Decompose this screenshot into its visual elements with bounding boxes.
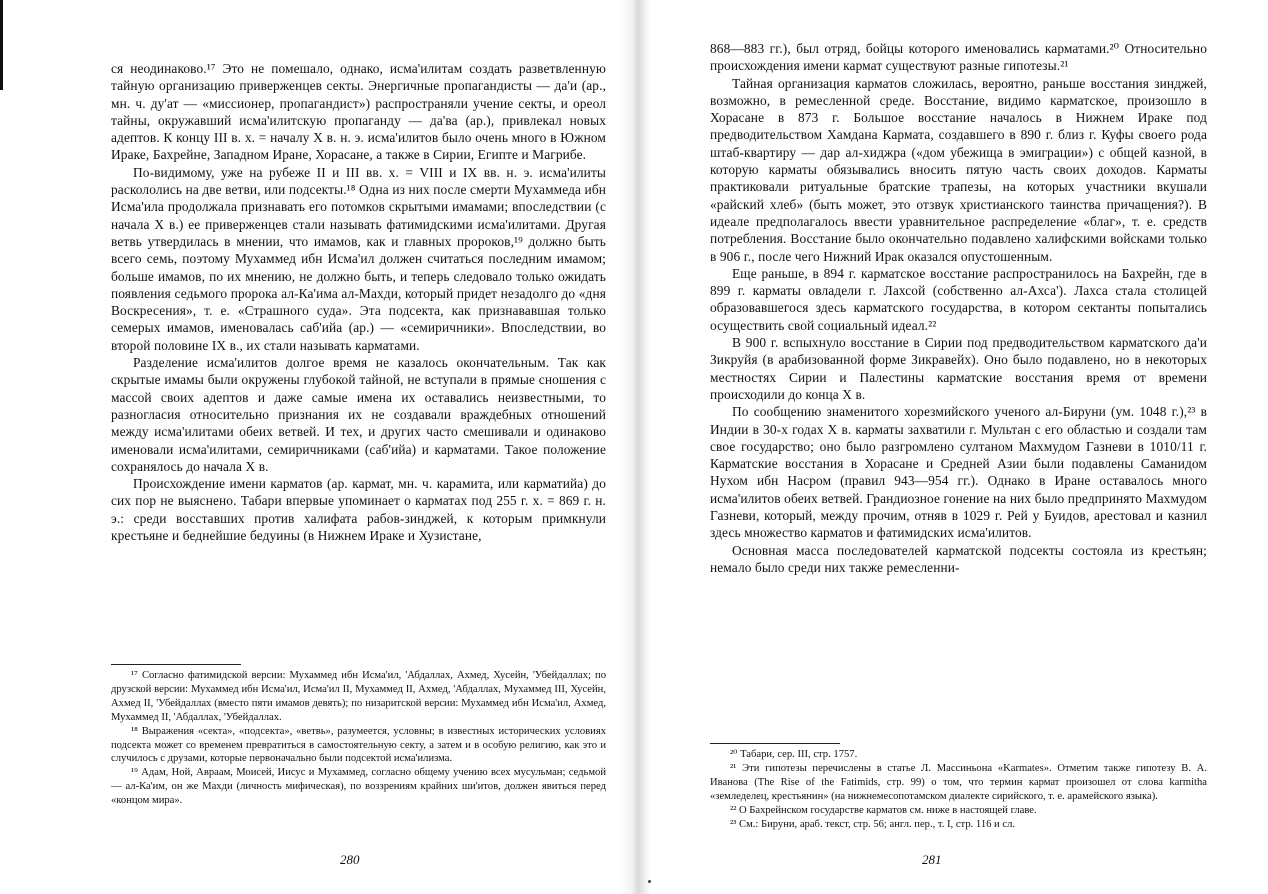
footnote: ²³ См.: Бируни, араб. текст, стр. 56; англ. пер., т. I, стр. 116 и сл.	[730, 818, 1016, 830]
footnote: ¹⁹ Адам, Ной, Авраам, Моисей, Иисус и Мухаммед, согласно общему учению всех мусульман; седьмой — ал-Ка'им, он же Махди (личность мифическая), по воззрениям крайних ши'итов, должен явиться перед «концом мира».	[111, 767, 606, 807]
scan-speck	[648, 880, 651, 883]
paragraph: В 900 г. вспыхнуло восстание в Сирии под предводительством карматского да'и Зикруйя (в арабизованной форме Зикравейх). Оно было подавлено, но в некоторых местностях Сирии и Палестины карматские восстания время от времени происходили до конца X в.	[710, 335, 1207, 402]
page-number: 281	[922, 852, 942, 867]
footnote: ²¹ Эти гипотезы перечислены в статье Л. Массиньона «Karmates». Отметим также гипотезу В. А. Иванова (The Rise of the Fatimids, стр. 99) о том, что термин кармат произошел от слова karmitha «земледелец, крестьянин» (на нижнемесопотамском диалекте сирийского, т. е. арамейского языка).	[710, 762, 1207, 802]
paragraph: Основная масса последователей карматской подсекты состояла из крестьян; немало было среди них также ремесленни-	[710, 542, 1207, 575]
paragraph: По сообщению знаменитого хорезмийского ученого ал-Бируни (ум. 1048 г.),²³ в Индии в 30-х годах X в. карматы захватили г. Мультан с его областью и создали там свое государство; оно было разгромлено султаном Махмудом Газневи в 1010/11 г. Карматские восстания в Хорасане и Средней Азии были подавлены Саманидом Нухом ибн Насром (правил 943—954 гг.). Однако в Иране оставалось много исма'илитов обеих ветвей. Грандиозное гонение на них было предпринято Махмудом Газневи, который, между прочим, отняв в 1029 г. Рей у Буидов, арестовал и казнил здесь множество карматов и фатимидских исма'илитов.	[710, 404, 1207, 541]
paragraph: ся неодинаково.¹⁷ Это не помешало, однако, исма'илитам создать разветвленную тайную организацию приверженцев секты. Энергичные пропагандисты — да'и (ар., мн. ч. ду'ат — «миссионер, пропагандист») распространяли учение секты, и ореол тайны, окружавший исма'илитскую пропаганду — да'ва (ар.), привлекал новых адептов. К концу III в. х. = началу X в. н. э. исма'илитов было очень много в Южном Ираке, Бахрейне, Западном Иране, Хорасане, а также в Сирии, Египте и Магрибе.	[111, 61, 606, 163]
paragraph: Тайная организация карматов сложилась, вероятно, раньше восстания зинджей, возможно, в ремесленной среде. Восстание, видимо карматское, произошло в Хорасане в 873 г. Большое восстание началось в Нижнем Ираке под предводительством Хамдана Кармата, создавшего в 890 г. близ г. Куфы своего рода штаб-квартиру — дар ал-хиджра («дом убежища в эмиграции») с общей казной, в которую карматы обязывались вносить пятую часть своих доходов. Карматы практиковали ритуальные братские трапезы, на которых участники вкушали «райский хлеб» (быть может, это отзвук христианского таинства причащения?). В идеале предполагалось ввести уравнительное распределение «благ», т. е. средств потребления. Восстание было окончательно подавлено халифскими войсками только в 906 г., после чего Нижний Ирак оказался опустошенным.	[710, 75, 1207, 264]
footnote-rule	[710, 743, 840, 744]
paragraph: Еще раньше, в 894 г. карматское восстание распространилось на Бахрейн, где в 899 г. карматы овладели г. Лахсой (собственно ал-Ахса'). Лахса стала столицей образовавшегося здесь карматского государства, в котором сектанты попытались осуществить свой социальный идеал.²²	[710, 265, 1207, 333]
left-footnotes	[111, 669, 606, 808]
right-footnotes	[710, 748, 1207, 831]
footnote: ¹⁷ Согласно фатимидской версии: Мухаммед ибн Исма'ил, 'Абдаллах, Ахмед, Хусейн, 'Убейдаллах; по друзской версии: Мухаммед ибн Исма'ил, Исма'ил II, Мухаммед II, Ахмед, 'Абдаллах, Мухаммед III, Хусейн, Ахмед II, 'Убейдаллах (вместо пяти имамов девять); по низаритской версии: Мухаммед ибн Исма'ил, Ахмед, Мухаммед II, 'Абдаллах, 'Убейдаллах.	[111, 670, 606, 723]
paragraph: По-видимому, уже на рубеже II и III вв. х. = VIII и IX вв. н. э. исма'илиты раскололись на две ветви, или подсекты.¹⁸ Одна из них после смерти Мухаммеда ибн Исма'ила продолжала признавать его потомков скрытыми имамами; впоследствии (с начала X в.) ее приверженцев стали называть фатимидскими исма'илитами. Другая ветвь утвердилась в мнении, что имамов, как и главных пророков,¹⁹ должно быть всего семь, поэтому Мухаммед ибн Исма'ил должен считаться последним имамом; больше имамов, по их мнению, не должно быть, и теперь следовало только ожидать появления седьмого пророка ал-Ка'има ал-Махди, который придет незадолго до «дня Воскресения», т. е. «Страшного суда». Эта подсекта, как признававшая только семерых имамов, именовалась саб'ийа (ар.) — «семиричники». Впоследствии, во второй половине IX в., их стали называть карматами.	[111, 164, 606, 353]
page-number: 280	[340, 852, 360, 867]
footnote: ¹⁸ Выражения «секта», «подсекта», «ветвь», разумеется, условны; в известных исторических условиях подсекта может со временем превратиться в самостоятельную секту, а затем и в особую религию, как это и случилось с друзами, которые первоначально были подсектой исма'илизма.	[111, 725, 606, 765]
left-body-text	[111, 60, 606, 544]
footnote-rule	[111, 664, 241, 665]
paragraph: Разделение исма'илитов долгое время не казалось окончательным. Так как скрытые имамы были окружены глубокой тайной, не вступали в прямые сношения с массой своих адептов и даже самые имена их оставались неизвестными, то разногласия относительно признания их не создавали враждебных отношений между исма'илитами обеих ветвей. И тех, и других часто смешивали и одинаково именовали исма'илитами, семиричниками (саб'ийа) и карматами. Такое положение сохранялось до начала X в.	[111, 355, 606, 474]
paragraph: Происхождение имени карматов (ар. кармат, мн. ч. карамита, или карматийа) до сих пор не выяснено. Табари впервые упоминает о карматах под 255 г. х. = 869 г. н. э.: среди восставших против халифата рабов-зинджей, к которым примкнули крестьяне и беднейшие бедуины (в Нижнем Ираке и Хузистане,	[111, 476, 606, 544]
footnote: ²⁰ Табари, сер. III, стр. 1757.	[730, 749, 858, 760]
right-page	[634, 0, 1268, 894]
paragraph: 868—883 гг.), был отряд, бойцы которого именовались карматами.²⁰ Относительно происхождения имени кармат существуют разные гипотезы.²¹	[710, 41, 1207, 74]
right-body-text	[710, 40, 1207, 576]
footnote: ²² О Бахрейнском государстве карматов см. ниже в настоящей главе.	[730, 804, 1037, 816]
